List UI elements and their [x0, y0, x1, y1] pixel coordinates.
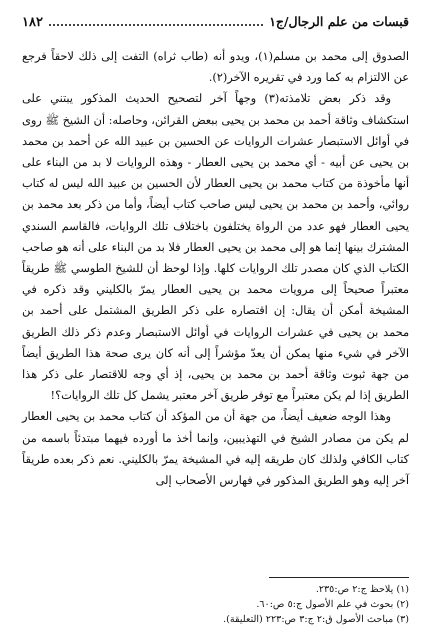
paragraph-1: الصدوق إلى محمد بن مسلم(١)، ويدو أنه (طاب ثراه) التفت إلى ذلك لاحقاً فرجع عن الالتزام به كما ورد في تقريره الآخر(٢). — [22, 50, 409, 85]
page-header — [22, 14, 409, 36]
running-title: قبسات من علم الرجال/ج١ — [269, 14, 409, 29]
footnote-3: (٣) مباحث الأصول ق:٢ ج:٣ ص:٢٢٣ (التعليقة). — [223, 614, 409, 625]
page-number: ١٨٢ — [22, 15, 43, 30]
body-text — [22, 46, 409, 491]
paragraph-2: وقد ذكر بعض تلامذته(٣) وجهاً آخر لتصحيح الحديث المذكور يبتني على استكشاف وثاقة أحمد بن محمد بن يحيى ببعض القرائن، وحاصله: أن الشيخ ﷺ روى في أوائل الاستبصار عشرات الروايات عن الحسين بن عبيد الله عن أحمد بن محمد بن يحيى عن أبيه - أي محمد بن يحيى العطار - وهذه الروايات لا بد من البناء على أنها مأخوذة من كتاب محمد بن يحيى العطار لأن الحسين بن عبيد الله ليس له كتاب روائي، وأحمد بن محمد بن يحيى ليس صاحب كتاب أيضاً، وأما من ذكر بعد محمد بن يحيى العطار فهو عدد من الرواة يختلفون باختلاف تلك الروايات، فالقاسم السندي المشترك بينها إنما هو إلى محمد بن يحيى العطار فلا بد من البناء على أنه هو صاحب الكتاب الذي كان مصدر تلك الروايات كلها. وإذا لوحظ أن للشيخ الطوسي ﷺ طريقاً معتبراً صحيحاً إلى مرويات محمد بن يحيى العطار يمرّ بالكليني وقد ذكره في المشيخة أمكن أن يقال: إن اقتصاره على ذكر الطريق المشتمل على أحمد بن محمد بن يحيى في عشرات الروايات في أوائل الاستبصار وعدم ذكر ذلك الطريق الآخر في شيء منها يمكن أن يعدّ مؤشراً إلى أنه كان يرى صحة هذا الطريق أيضاً من جهة ثبوت وثاقة أحمد بن محمد بن يحيى، إذ أي وجه للاقتصار على ذكر هذا الطريق إذا لم يكن معتبراً مع توفر طريق آخر معتبر يشمل كل تلك الروايات؟! — [22, 92, 409, 403]
footnote-1: (١) يلاحظ ج:٢ ص:٢٣٥. — [315, 584, 409, 595]
footnote-separator — [269, 577, 409, 578]
footnotes — [22, 582, 409, 627]
footnote-2: (٢) بحوث في علم الأصول ج:٥ ص:٦٠. — [256, 599, 409, 610]
paragraph-3: وهذا الوجه ضعيف أيضاً، من جهة أن من المؤكد أن كتاب محمد بن يحيى العطار لم يكن من مصادر الشيخ في التهذيبين، وإنما أخذ ما أورده فيهما مبتدئاً باسمه من كتاب الكافي ولذلك كان طريقه إليه في المشيخة يمرّ بالكليني. نعم ذكر بعده طريقاً آخر إليه وهو الطريق المذكور في فهارس الأصحاب إلى — [22, 410, 409, 488]
header-dotted-leader — [49, 16, 263, 26]
